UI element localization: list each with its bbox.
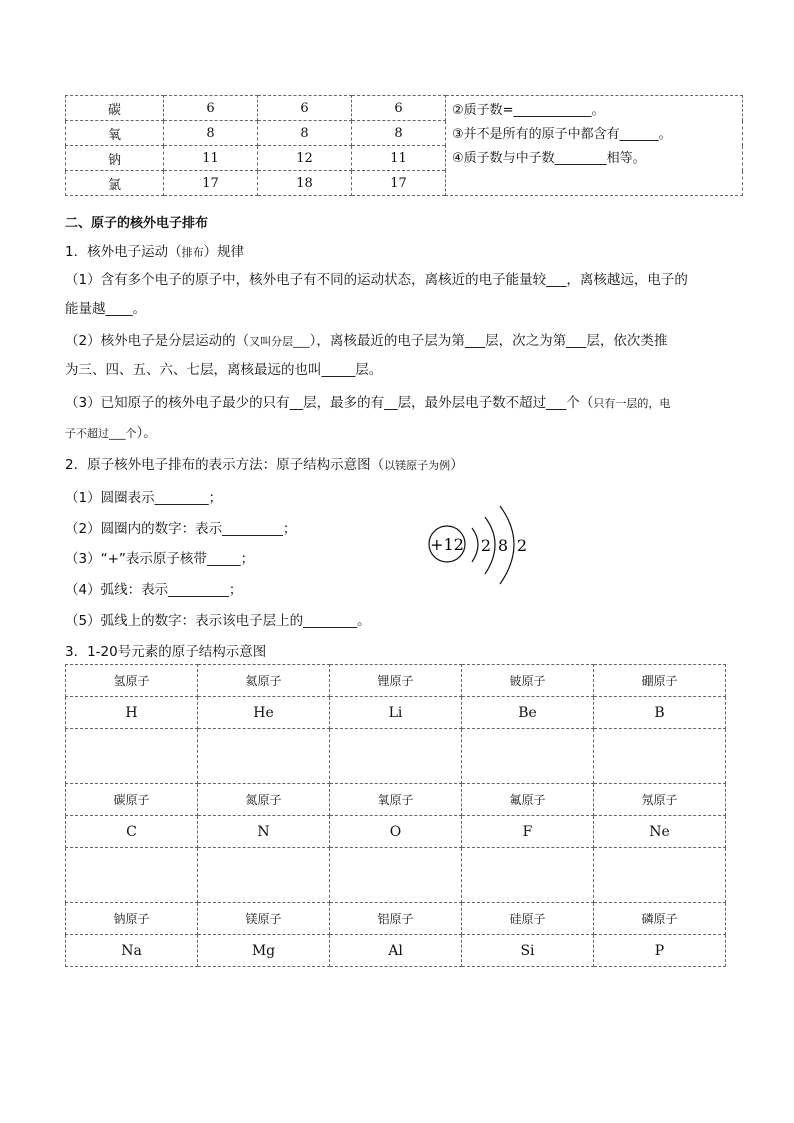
symbol-cell: O [330, 816, 462, 848]
text-span: （3）已知原子的核外电子最少的只有__层，最多的有__层，最外层电子数不超过___个（ [65, 395, 594, 411]
table-row [66, 729, 726, 784]
value-cell: 11 [352, 146, 446, 171]
list-item: （1）圆圈表示________； [65, 490, 223, 506]
symbol-cell: Na [66, 935, 198, 967]
blank-cell [330, 729, 462, 784]
value-cell: 17 [352, 171, 446, 196]
text-span: ）。 [136, 425, 157, 441]
value-cell: 18 [258, 171, 352, 196]
table-row [66, 848, 726, 903]
atom-name-cell: 碳原子 [66, 784, 198, 816]
list-item: （5）弧线上的数字：表示该电子层上的________。 [65, 613, 371, 629]
symbol-cell: Ne [594, 816, 726, 848]
subsection-title-3: 3．1-20号元素的原子结构示意图 [65, 644, 267, 660]
paragraph-line: （1）含有多个电子的原子中，核外电子有不同的运动状态，离核近的电子能量较___，离核越远，电子的 [65, 272, 688, 288]
list-item: （2）圆圈内的数字：表示_________； [65, 521, 297, 537]
proton-neutron-table [65, 95, 743, 196]
value-cell: 11 [164, 146, 258, 171]
blank-cell [594, 848, 726, 903]
blank-cell [462, 848, 594, 903]
symbol-cell: Mg [198, 935, 330, 967]
small-text: 只有一层的，电 [593, 397, 671, 410]
symbol-cell: He [198, 697, 330, 729]
value-cell: 12 [258, 146, 352, 171]
symbol-cell: Si [462, 935, 594, 967]
text-span: ），离核最近的电子层为第___层，次之为第___层，依次类推 [309, 333, 668, 349]
element-cell: 钠 [66, 146, 164, 171]
atom-name-cell: 氢原子 [66, 665, 198, 697]
symbol-cell: B [594, 697, 726, 729]
atom-name-cell: 氟原子 [462, 784, 594, 816]
atom-name-cell: 磷原子 [594, 903, 726, 935]
element-structure-table [65, 664, 726, 967]
paragraph-line [65, 391, 670, 411]
atom-name-cell: 铍原子 [462, 665, 594, 697]
blank-cell [330, 848, 462, 903]
note-line: ③并不是所有的原子中都含有______。 [452, 127, 672, 142]
symbol-cell: Li [330, 697, 462, 729]
nucleus-charge: +12 [430, 535, 464, 554]
atom-name-cell: 氮原子 [198, 784, 330, 816]
blank-cell [198, 729, 330, 784]
element-cell: 碳 [66, 96, 164, 121]
subsection-title-2 [65, 453, 464, 473]
text-span: 1．核外电子运动（ [65, 244, 182, 260]
small-text: 以镁原子为例 [384, 459, 451, 472]
value-cell: 8 [164, 121, 258, 146]
symbol-cell: C [66, 816, 198, 848]
subsection-title-1 [65, 240, 244, 260]
small-text: 又叫分层___ [249, 335, 310, 348]
shell-arc [472, 528, 478, 562]
shell-electron-count: 2 [516, 536, 528, 555]
table-row [66, 665, 726, 697]
value-cell: 8 [352, 121, 446, 146]
text-span: ） [450, 457, 464, 473]
symbol-cell: P [594, 935, 726, 967]
value-cell: 17 [164, 171, 258, 196]
table-row [66, 96, 743, 121]
text-span: ）规律 [203, 244, 245, 260]
paragraph-line [65, 421, 157, 441]
value-cell: 8 [258, 121, 352, 146]
shell-electron-count: 8 [497, 536, 509, 555]
small-text: 排布 [181, 246, 204, 259]
atom-name-cell: 钠原子 [66, 903, 198, 935]
symbol-cell: Be [462, 697, 594, 729]
list-item: （3）“+”表示原子核带_____； [65, 551, 255, 567]
text-span: （2）核外电子是分层运动的（ [65, 333, 250, 349]
table-row [66, 697, 726, 729]
symbol-cell: N [198, 816, 330, 848]
notes-cell [446, 96, 743, 196]
paragraph-line: 为三、四、五、六、七层，离核最远的也叫_____层。 [65, 362, 383, 378]
blank-cell [462, 729, 594, 784]
text-span: 2．原子核外电子排布的表示方法：原子结构示意图（ [65, 457, 385, 473]
magnesium-atom-diagram [426, 500, 536, 588]
atom-name-cell: 氖原子 [594, 784, 726, 816]
blank-cell [594, 729, 726, 784]
element-cell: 氧 [66, 121, 164, 146]
table-row [66, 935, 726, 967]
shell-electron-count: 2 [480, 536, 492, 555]
atom-name-cell: 铝原子 [330, 903, 462, 935]
symbol-cell: F [462, 816, 594, 848]
note-line: ④质子数与中子数________相等。 [452, 151, 646, 166]
blank-cell [66, 729, 198, 784]
value-cell: 6 [164, 96, 258, 121]
blank-cell [198, 848, 330, 903]
table-row [66, 903, 726, 935]
table-row [66, 784, 726, 816]
atom-name-cell: 氦原子 [198, 665, 330, 697]
atom-name-cell: 锂原子 [330, 665, 462, 697]
blank-cell [66, 848, 198, 903]
value-cell: 6 [352, 96, 446, 121]
table-row [66, 816, 726, 848]
section-title: 二、原子的核外电子排布 [65, 216, 209, 231]
atom-name-cell: 氧原子 [330, 784, 462, 816]
paragraph-line: 能量越____。 [65, 301, 146, 317]
symbol-cell: H [66, 697, 198, 729]
atom-name-cell: 镁原子 [198, 903, 330, 935]
small-text: 子不超过___个 [65, 427, 137, 440]
element-cell: 氯 [66, 171, 164, 196]
list-item: （4）弧线：表示_________； [65, 582, 243, 598]
symbol-cell: Al [330, 935, 462, 967]
paragraph-line [65, 329, 667, 349]
note-line: ②质子数=____________。 [452, 103, 605, 118]
atom-name-cell: 硼原子 [594, 665, 726, 697]
value-cell: 6 [258, 96, 352, 121]
atom-name-cell: 硅原子 [462, 903, 594, 935]
